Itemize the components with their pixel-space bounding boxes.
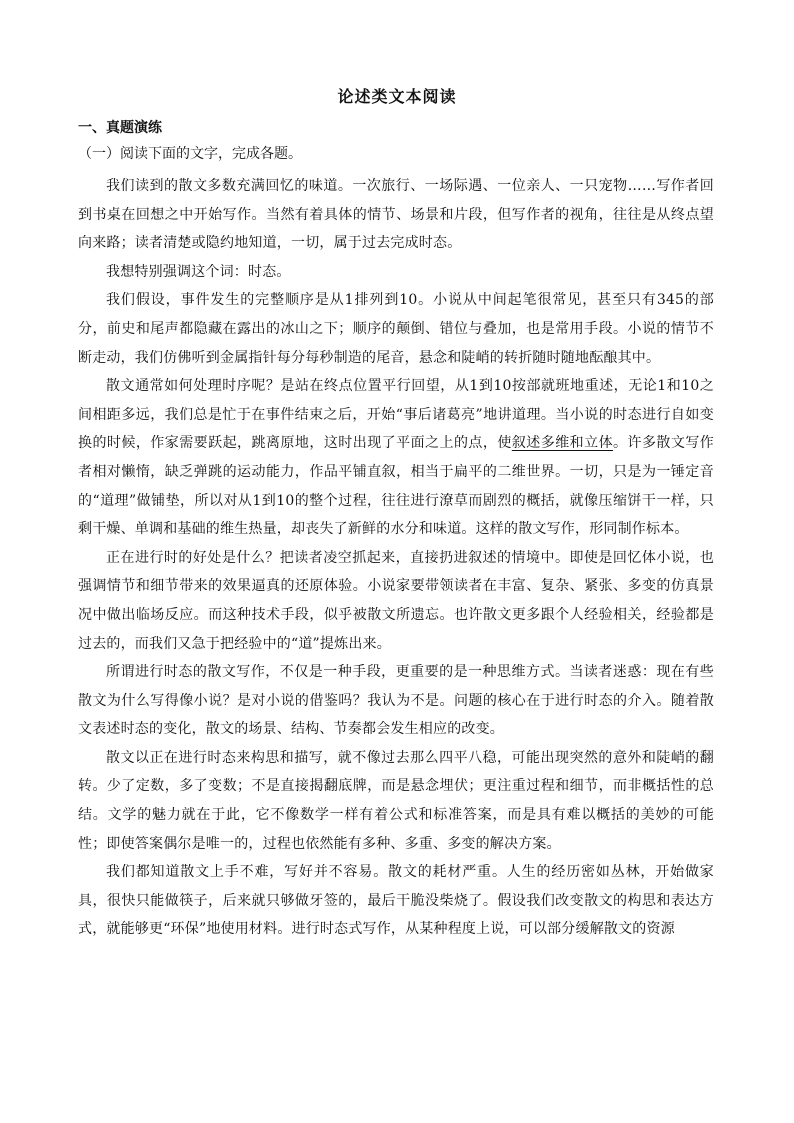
- question-instruction: （一）阅读下面的文字，完成各题。: [78, 146, 302, 162]
- paragraph-1: 我们读到的散文多数充满回忆的味道。一次旅行、一场际遇、一位亲人、一只宠物……写作者回到书桌在回想之中开始写作。当然有着具体的情节、场景和片段，但写作者的视角，往往是从终点望向来路；读者清楚或隐约地知道，一切，属于过去完成时态。: [78, 178, 714, 252]
- paragraph-4: [78, 372, 714, 544]
- paragraph-4-text-start: 散文通常如何处理时序呢？是站在终点位置平行回望，从1到10按部就班地重述，无论1和10之间相距多远，我们总是忙于在事件结束之后，开始“事后诸葛亮”地讲道理。当小说的时态进行自如变换的时候，作家需要跃起，跳离原地，这时出现了平面之上的点，使: [78, 378, 714, 452]
- paragraph-7: 散文以正在进行时态来构思和描写，就不像过去那么四平八稳，可能出现突然的意外和陡峭的翻转。少了定数，多了变数；不是直接揭翻底牌，而是悬念埋伏；更注重过程和细节，而非概括性的总结。文学的魅力就在于此，它不像数学一样有着公式和标准答案，而是具有难以概括的美妙的可能性；即使答案偶尔是唯一的，过程也依然能有多种、多重、多变的解决方案。: [78, 749, 714, 852]
- underlined-phrase: 叙述多维和立体: [511, 435, 614, 452]
- article-body: [78, 172, 714, 944]
- paragraph-8: 我们都知道散文上手不难，写好并不容易。散文的耗材严重。人生的经历密如丛林，开始做家具，很快只能做筷子，后来就只够做牙签的，最后干脆没柴烧了。假设我们改变散文的构思和表达方式，就能够更“环保”地使用材料。进行时态式写作，从某种程度上说，可以部分缓解散文的资源: [78, 864, 714, 938]
- paragraph-6: 所谓进行时态的散文写作，不仅是一种手段，更重要的是一种思维方式。当读者迷惑：现在有些散文为什么写得像小说？是对小说的借鉴吗？我认为不是。问题的核心在于进行时态的介入。随着散文表述时态的变化，散文的场景、结构、节奏都会发生相应的改变。: [78, 664, 714, 738]
- document-title: 论述类文本阅读: [337, 87, 457, 106]
- section-heading: 一、真题演练: [78, 120, 162, 136]
- paragraph-2: 我想特别强调这个词：时态。: [106, 263, 291, 280]
- paragraph-3: 我们假设，事件发生的完整顺序是从1排列到10。小说从中间起笔很常见，甚至只有345的部分，前史和尾声都隐藏在露出的冰山之下；顺序的颠倒、错位与叠加，也是常用手段。小说的情节不断走动，我们仿佛听到金属指针每分每秒制造的尾音，悬念和陡峭的转折随时随地酝酿其中。: [78, 292, 714, 366]
- paragraph-4-text-end: 。许多散文写作者相对懒惰，缺乏弹跳的运动能力，作品平铺直叙，相当于扁平的二维世界。一切，只是为一锤定音的“道理”做铺垫，所以对从1到10的整个过程，往往进行潦草而剧烈的概括，就像压缩饼干一样，只剩干燥、单调和基础的维生热量，却丧失了新鲜的水分和味道。这样的散文写作，形同制作标本。: [78, 435, 715, 538]
- paragraph-5: 正在进行时的好处是什么？把读者凌空抓起来，直接扔进叙述的情境中。即使是回忆体小说，也强调情节和细节带来的效果逼真的还原体验。小说家要带领读者在丰富、复杂、紧张、多变的仿真景况中做出临场反应。而这种技术手段，似乎被散文所遗忘。也许散文更多跟个人经验相关，经验都是过去的，而我们又急于把经验中的“道”提炼出来。: [78, 549, 714, 652]
